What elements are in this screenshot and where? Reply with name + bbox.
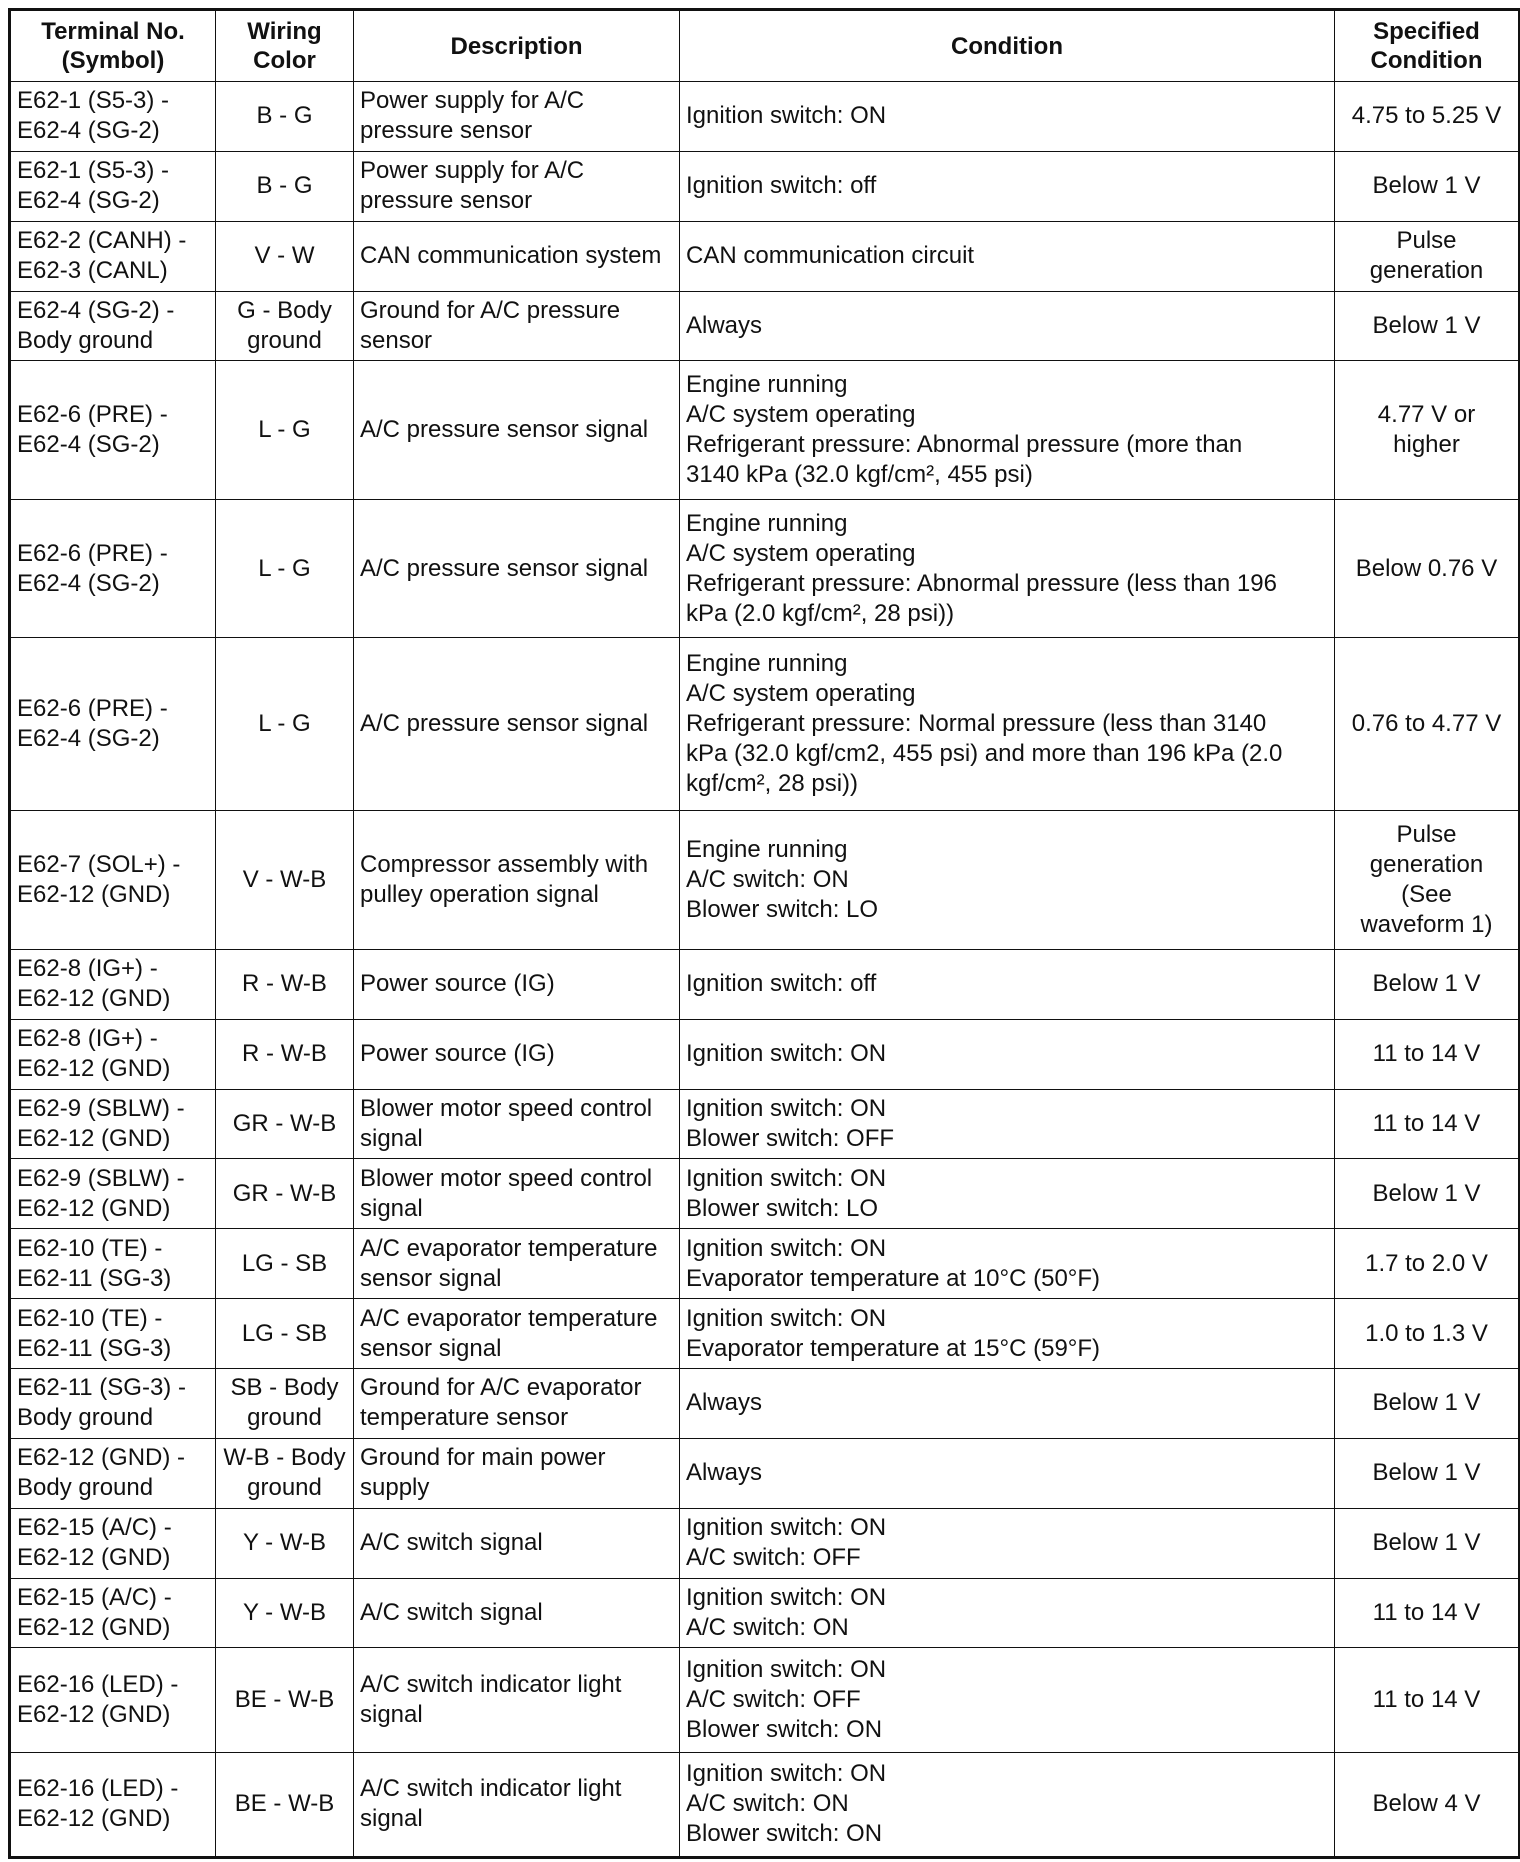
cell-specified-condition — [1335, 151, 1520, 221]
cell-description-line: pulley operation signal — [360, 881, 599, 909]
header-terminal — [10, 10, 216, 82]
cell-specified-condition-line: 4.77 V or — [1377, 401, 1476, 429]
cell-terminal — [10, 1578, 216, 1648]
cell-condition — [680, 811, 1335, 950]
cell-terminal — [10, 499, 216, 638]
cell-terminal — [10, 1438, 216, 1508]
cell-condition-line: kPa (32.0 kgf/cm2, 455 psi) and more than 196 kPa (2.0 — [686, 740, 1283, 768]
cell-specified-condition — [1335, 1752, 1520, 1857]
cell-condition-line: Ignition switch: ON — [686, 1095, 887, 1123]
cell-terminal — [10, 1089, 216, 1159]
cell-terminal-line: E62-12 (GND) — [17, 1544, 171, 1572]
cell-wiring-color — [216, 291, 354, 361]
cell-description — [354, 361, 680, 500]
cell-terminal-line: E62-4 (SG-2) — [17, 187, 160, 215]
cell-condition-line: A/C switch: ON — [686, 1613, 849, 1641]
table-row — [10, 82, 1520, 152]
cell-terminal — [10, 1368, 216, 1438]
cell-description — [354, 1648, 680, 1752]
header-wiring-line: Color — [253, 47, 316, 74]
cell-condition-line: Ignition switch: ON — [686, 102, 887, 130]
cell-terminal — [10, 361, 216, 500]
cell-specified-condition — [1335, 1299, 1520, 1369]
cell-terminal — [10, 1229, 216, 1299]
cell-description — [354, 1368, 680, 1438]
cell-wiring-color-line: R - W-B — [242, 1040, 327, 1068]
cell-description — [354, 1159, 680, 1229]
cell-wiring-color-line: V - W — [254, 242, 315, 270]
cell-condition-line: Refrigerant pressure: Abnormal pressure (less than 196 — [686, 569, 1277, 597]
cell-wiring-color — [216, 221, 354, 291]
cell-specified-condition-line: waveform 1) — [1360, 911, 1493, 939]
cell-description — [354, 1019, 680, 1089]
cell-terminal-line: E62-1 (S5-3) - — [17, 87, 170, 115]
cell-wiring-color — [216, 638, 354, 811]
cell-condition-line: A/C switch: ON — [686, 1790, 849, 1818]
cell-specified-condition — [1335, 1508, 1520, 1578]
cell-specified-condition — [1335, 1648, 1520, 1752]
cell-condition — [680, 82, 1335, 152]
cell-specified-condition-line: Below 0.76 V — [1355, 554, 1498, 582]
cell-wiring-color-line: GR - W-B — [232, 1110, 337, 1138]
cell-description-line: CAN communication system — [360, 242, 662, 270]
cell-wiring-color — [216, 1578, 354, 1648]
cell-description-line: signal — [360, 1194, 423, 1222]
cell-specified-condition — [1335, 638, 1520, 811]
cell-description-line: sensor signal — [360, 1334, 502, 1362]
cell-terminal-line: E62-6 (PRE) - — [17, 695, 168, 723]
cell-terminal-line: E62-12 (GND) — [17, 1805, 171, 1833]
cell-wiring-color — [216, 1508, 354, 1578]
table-row — [10, 638, 1520, 811]
cell-condition — [680, 1508, 1335, 1578]
cell-condition-line: Blower switch: OFF — [686, 1125, 895, 1153]
cell-terminal-line: E62-2 (CANH) - — [17, 227, 187, 255]
cell-condition — [680, 1368, 1335, 1438]
terminal-spec-table — [8, 8, 1520, 1859]
cell-condition-line: A/C system operating — [686, 680, 916, 708]
cell-specified-condition-line: Below 1 V — [1372, 311, 1481, 339]
cell-terminal — [10, 291, 216, 361]
cell-description — [354, 1578, 680, 1648]
cell-condition-line: Ignition switch: ON — [686, 1234, 887, 1262]
cell-specified-condition-line: Below 1 V — [1372, 1529, 1481, 1557]
cell-specified-condition-line: Below 1 V — [1372, 1459, 1481, 1487]
cell-specified-condition — [1335, 499, 1520, 638]
cell-condition — [680, 1159, 1335, 1229]
cell-specified-condition-line: Below 1 V — [1372, 970, 1481, 998]
cell-specified-condition — [1335, 811, 1520, 950]
table-row — [10, 221, 1520, 291]
cell-description-line: A/C switch indicator light — [360, 1670, 622, 1698]
cell-wiring-color-line: ground — [247, 1474, 322, 1502]
cell-terminal-line: E62-3 (CANL) — [17, 257, 168, 285]
cell-wiring-color — [216, 1089, 354, 1159]
cell-terminal — [10, 82, 216, 152]
cell-description-line: signal — [360, 1805, 423, 1833]
cell-wiring-color-line: R - W-B — [242, 970, 327, 998]
table-row — [10, 1299, 1520, 1369]
cell-description-line: Compressor assembly with — [360, 851, 649, 879]
cell-specified-condition-line: 11 to 14 V — [1372, 1598, 1481, 1626]
cell-description — [354, 151, 680, 221]
cell-wiring-color — [216, 1299, 354, 1369]
cell-terminal-line: E62-9 (SBLW) - — [17, 1164, 185, 1192]
table-row — [10, 1229, 1520, 1299]
cell-terminal-line: E62-7 (SOL+) - — [17, 851, 181, 879]
table-row — [10, 1508, 1520, 1578]
cell-terminal-line: E62-12 (GND) — [17, 881, 171, 909]
cell-condition-line: A/C system operating — [686, 401, 916, 429]
cell-description-line: sensor — [360, 326, 433, 354]
cell-condition-line: Engine running — [686, 650, 848, 678]
cell-condition — [680, 1752, 1335, 1857]
cell-terminal-line: E62-12 (GND) - — [17, 1444, 186, 1472]
cell-specified-condition — [1335, 291, 1520, 361]
cell-description-line: A/C switch indicator light — [360, 1775, 622, 1803]
cell-terminal-line: Body ground — [17, 1474, 154, 1502]
cell-terminal-line: E62-8 (IG+) - — [17, 955, 158, 983]
cell-condition-line: Refrigerant pressure: Abnormal pressure (more than — [686, 431, 1243, 459]
cell-terminal-line: E62-9 (SBLW) - — [17, 1095, 185, 1123]
cell-specified-condition — [1335, 949, 1520, 1019]
cell-wiring-color — [216, 151, 354, 221]
cell-terminal-line: E62-8 (IG+) - — [17, 1025, 158, 1053]
cell-description — [354, 1089, 680, 1159]
cell-terminal — [10, 1508, 216, 1578]
cell-condition-line: Ignition switch: ON — [686, 1304, 887, 1332]
cell-specified-condition — [1335, 1019, 1520, 1089]
cell-terminal-line: E62-11 (SG-3) — [17, 1334, 172, 1362]
table-row — [10, 151, 1520, 221]
cell-condition-line: Ignition switch: ON — [686, 1164, 887, 1192]
cell-wiring-color-line: Y - W-B — [242, 1598, 327, 1626]
cell-wiring-color-line: L - G — [258, 554, 311, 582]
cell-terminal — [10, 1648, 216, 1752]
cell-wiring-color-line: B - G — [256, 172, 313, 200]
cell-terminal-line: E62-1 (S5-3) - — [17, 157, 170, 185]
cell-wiring-color-line: GR - W-B — [232, 1179, 337, 1207]
cell-terminal-line: E62-12 (GND) — [17, 1613, 171, 1641]
cell-wiring-color — [216, 811, 354, 950]
cell-terminal — [10, 811, 216, 950]
cell-specified-condition — [1335, 361, 1520, 500]
cell-terminal-line: E62-12 (GND) — [17, 1700, 171, 1728]
cell-description-line: A/C pressure sensor signal — [360, 554, 649, 582]
cell-specified-condition — [1335, 221, 1520, 291]
cell-description-line: Power source (IG) — [360, 970, 555, 998]
cell-terminal-line: E62-4 (SG-2) — [17, 117, 160, 145]
cell-condition-line: Blower switch: ON — [686, 1820, 883, 1848]
cell-specified-condition-line: 11 to 14 V — [1372, 1110, 1481, 1138]
cell-condition-line: 3140 kPa (32.0 kgf/cm², 455 psi) — [686, 461, 1033, 489]
cell-terminal-line: E62-15 (A/C) - — [17, 1514, 172, 1542]
table-row — [10, 1368, 1520, 1438]
cell-terminal-line: E62-6 (PRE) - — [17, 401, 168, 429]
cell-wiring-color — [216, 1229, 354, 1299]
cell-description — [354, 1229, 680, 1299]
cell-condition — [680, 1578, 1335, 1648]
cell-condition-line: Evaporator temperature at 10°C (50°F) — [686, 1264, 1101, 1292]
cell-condition — [680, 1299, 1335, 1369]
cell-description — [354, 221, 680, 291]
cell-specified-condition — [1335, 1159, 1520, 1229]
cell-terminal-line: E62-12 (GND) — [17, 1125, 171, 1153]
cell-specified-condition-line: Pulse — [1396, 227, 1457, 255]
header-wiring-line: Wiring — [247, 18, 322, 45]
cell-condition-line: Blower switch: LO — [686, 1194, 879, 1222]
cell-terminal-line: E62-12 (GND) — [17, 1194, 171, 1222]
cell-specified-condition — [1335, 1438, 1520, 1508]
cell-wiring-color-line: LG - SB — [241, 1249, 328, 1277]
cell-condition-line: Engine running — [686, 371, 848, 399]
cell-description-line: A/C pressure sensor signal — [360, 710, 649, 738]
cell-specified-condition — [1335, 1578, 1520, 1648]
cell-terminal — [10, 1299, 216, 1369]
cell-condition-line: kgf/cm², 28 psi)) — [686, 770, 859, 798]
cell-condition — [680, 499, 1335, 638]
cell-terminal — [10, 1019, 216, 1089]
header-specified-line: Specified — [1373, 18, 1480, 45]
cell-terminal — [10, 1752, 216, 1857]
cell-description — [354, 291, 680, 361]
cell-description-line: Blower motor speed control — [360, 1164, 653, 1192]
cell-description-line: Power supply for A/C — [360, 157, 585, 185]
cell-condition — [680, 361, 1335, 500]
cell-wiring-color-line: ground — [247, 326, 322, 354]
cell-specified-condition-line: 1.7 to 2.0 V — [1365, 1249, 1488, 1277]
cell-description-line: A/C switch signal — [360, 1598, 543, 1626]
cell-specified-condition-line: 1.0 to 1.3 V — [1365, 1319, 1488, 1347]
cell-terminal-line: E62-16 (LED) - — [17, 1670, 179, 1698]
cell-terminal — [10, 949, 216, 1019]
cell-condition-line: Ignition switch: off — [686, 970, 877, 998]
header-specified-line: Condition — [1370, 47, 1483, 74]
cell-description-line: Ground for A/C evaporator — [360, 1374, 642, 1402]
cell-specified-condition-line: Below 1 V — [1372, 1389, 1481, 1417]
cell-condition-line: Always — [686, 1459, 763, 1487]
cell-wiring-color-line: L - G — [258, 710, 311, 738]
cell-description — [354, 949, 680, 1019]
cell-wiring-color-line: G - Body — [237, 296, 332, 324]
cell-description-line: Blower motor speed control — [360, 1095, 653, 1123]
table-row — [10, 291, 1520, 361]
cell-specified-condition-line: Below 1 V — [1372, 172, 1481, 200]
cell-condition-line: Ignition switch: ON — [686, 1760, 887, 1788]
cell-condition-line: Blower switch: ON — [686, 1715, 883, 1743]
cell-description-line: pressure sensor — [360, 187, 533, 215]
cell-condition-line: Ignition switch: ON — [686, 1514, 887, 1542]
cell-description-line: A/C evaporator temperature — [360, 1304, 658, 1332]
cell-description-line: sensor signal — [360, 1264, 502, 1292]
cell-terminal-line: E62-4 (SG-2) - — [17, 296, 175, 324]
cell-specified-condition-line: higher — [1393, 431, 1460, 459]
table-row — [10, 1019, 1520, 1089]
cell-description-line: Power supply for A/C — [360, 87, 585, 115]
cell-wiring-color — [216, 1752, 354, 1857]
cell-condition-line: A/C switch: OFF — [686, 1544, 861, 1572]
cell-terminal-line: Body ground — [17, 1404, 154, 1432]
table-row — [10, 1089, 1520, 1159]
cell-terminal-line: E62-6 (PRE) - — [17, 539, 168, 567]
cell-specified-condition-line: 11 to 14 V — [1372, 1685, 1481, 1713]
cell-wiring-color — [216, 361, 354, 500]
cell-description — [354, 1752, 680, 1857]
cell-condition-line: Blower switch: LO — [686, 896, 879, 924]
cell-condition — [680, 1089, 1335, 1159]
cell-wiring-color-line: B - G — [256, 102, 313, 130]
cell-specified-condition — [1335, 1089, 1520, 1159]
cell-condition — [680, 949, 1335, 1019]
cell-terminal-line: Body ground — [17, 326, 154, 354]
header-wiring — [216, 10, 354, 82]
cell-wiring-color — [216, 82, 354, 152]
cell-condition-line: Evaporator temperature at 15°C (59°F) — [686, 1334, 1101, 1362]
cell-condition-line: Ignition switch: ON — [686, 1040, 887, 1068]
cell-wiring-color-line: L - G — [258, 416, 311, 444]
cell-specified-condition — [1335, 1229, 1520, 1299]
cell-wiring-color-line: ground — [247, 1404, 322, 1432]
cell-condition — [680, 1648, 1335, 1752]
cell-condition — [680, 291, 1335, 361]
cell-description — [354, 499, 680, 638]
header-condition: Condition — [680, 10, 1335, 82]
cell-terminal-line: E62-11 (SG-3) - — [17, 1374, 186, 1402]
cell-condition-line: Refrigerant pressure: Normal pressure (less than 3140 — [686, 710, 1267, 738]
cell-wiring-color — [216, 949, 354, 1019]
table-row — [10, 1438, 1520, 1508]
cell-wiring-color — [216, 1019, 354, 1089]
cell-condition-line: CAN communication circuit — [686, 242, 975, 270]
cell-terminal — [10, 638, 216, 811]
cell-description-line: temperature sensor — [360, 1404, 569, 1432]
cell-condition-line: A/C switch: ON — [686, 866, 849, 894]
cell-specified-condition — [1335, 82, 1520, 152]
table-body — [10, 82, 1520, 1858]
header-specified — [1335, 10, 1520, 82]
cell-specified-condition-line: Below 1 V — [1372, 1179, 1481, 1207]
cell-condition — [680, 638, 1335, 811]
cell-specified-condition — [1335, 1368, 1520, 1438]
cell-terminal-line: E62-10 (TE) - — [17, 1234, 163, 1262]
table-row — [10, 1648, 1520, 1752]
cell-terminal-line: E62-11 (SG-3) — [17, 1264, 172, 1292]
cell-terminal-line: E62-12 (GND) — [17, 1055, 171, 1083]
cell-condition-line: Engine running — [686, 836, 848, 864]
cell-terminal-line: E62-4 (SG-2) — [17, 569, 160, 597]
cell-description — [354, 638, 680, 811]
cell-condition-line: Ignition switch: ON — [686, 1655, 887, 1683]
cell-wiring-color — [216, 1648, 354, 1752]
cell-condition — [680, 1019, 1335, 1089]
cell-terminal-line: E62-4 (SG-2) — [17, 431, 160, 459]
cell-description-line: signal — [360, 1700, 423, 1728]
cell-description-line: A/C evaporator temperature — [360, 1234, 658, 1262]
cell-terminal-line: E62-12 (GND) — [17, 985, 171, 1013]
cell-wiring-color — [216, 1438, 354, 1508]
cell-wiring-color-line: SB - Body — [230, 1374, 339, 1402]
table-row — [10, 361, 1520, 500]
cell-wiring-color-line: LG - SB — [241, 1319, 328, 1347]
cell-condition — [680, 151, 1335, 221]
cell-terminal-line: E62-16 (LED) - — [17, 1775, 179, 1803]
cell-specified-condition-line: 4.75 to 5.25 V — [1351, 102, 1502, 130]
cell-terminal — [10, 221, 216, 291]
cell-wiring-color-line: V - W-B — [242, 866, 327, 894]
cell-description-line: Power source (IG) — [360, 1040, 555, 1068]
cell-description-line: Ground for main power — [360, 1444, 606, 1472]
cell-terminal-line: E62-10 (TE) - — [17, 1304, 163, 1332]
cell-description — [354, 1299, 680, 1369]
cell-condition-line: A/C switch: OFF — [686, 1685, 861, 1713]
header-terminal-line: (Symbol) — [61, 47, 165, 74]
cell-description-line: pressure sensor — [360, 117, 533, 145]
cell-terminal-line: E62-15 (A/C) - — [17, 1583, 172, 1611]
cell-specified-condition-line: Pulse — [1396, 821, 1457, 849]
header-row — [10, 10, 1520, 82]
cell-wiring-color — [216, 499, 354, 638]
cell-specified-condition-line: (See — [1401, 881, 1452, 909]
cell-terminal-line: E62-4 (SG-2) — [17, 725, 160, 753]
cell-condition-line: kPa (2.0 kgf/cm², 28 psi)) — [686, 599, 955, 627]
table-row — [10, 1578, 1520, 1648]
cell-condition-line: Always — [686, 1389, 763, 1417]
cell-description — [354, 1508, 680, 1578]
cell-wiring-color-line: W-B - Body — [223, 1444, 346, 1472]
cell-condition — [680, 221, 1335, 291]
table-row — [10, 949, 1520, 1019]
cell-specified-condition-line: 11 to 14 V — [1372, 1040, 1481, 1068]
table-row — [10, 1752, 1520, 1857]
document-sheet — [8, 8, 1518, 1859]
cell-description — [354, 1438, 680, 1508]
header-description: Description — [354, 10, 680, 82]
cell-specified-condition-line: generation — [1369, 257, 1484, 285]
cell-wiring-color-line: Y - W-B — [242, 1529, 327, 1557]
header-terminal-line: Terminal No. — [41, 18, 185, 45]
cell-description — [354, 811, 680, 950]
table-row — [10, 811, 1520, 950]
cell-wiring-color — [216, 1159, 354, 1229]
cell-specified-condition-line: Below 4 V — [1372, 1790, 1481, 1818]
cell-condition — [680, 1229, 1335, 1299]
cell-wiring-color-line: BE - W-B — [234, 1685, 335, 1713]
table-row — [10, 499, 1520, 638]
cell-specified-condition-line: 0.76 to 4.77 V — [1351, 710, 1502, 738]
cell-wiring-color — [216, 1368, 354, 1438]
cell-description — [354, 82, 680, 152]
cell-specified-condition-line: generation — [1369, 851, 1484, 879]
cell-condition-line: Ignition switch: off — [686, 172, 877, 200]
cell-terminal — [10, 151, 216, 221]
cell-condition-line: Engine running — [686, 509, 848, 537]
cell-condition — [680, 1438, 1335, 1508]
cell-description-line: signal — [360, 1125, 423, 1153]
cell-wiring-color-line: BE - W-B — [234, 1790, 335, 1818]
table-row — [10, 1159, 1520, 1229]
cell-condition-line: A/C system operating — [686, 539, 916, 567]
cell-description-line: supply — [360, 1474, 430, 1502]
cell-description-line: A/C switch signal — [360, 1529, 543, 1557]
cell-condition-line: Always — [686, 311, 763, 339]
cell-description-line: Ground for A/C pressure — [360, 296, 621, 324]
cell-description-line: A/C pressure sensor signal — [360, 416, 649, 444]
cell-terminal — [10, 1159, 216, 1229]
cell-condition-line: Ignition switch: ON — [686, 1583, 887, 1611]
